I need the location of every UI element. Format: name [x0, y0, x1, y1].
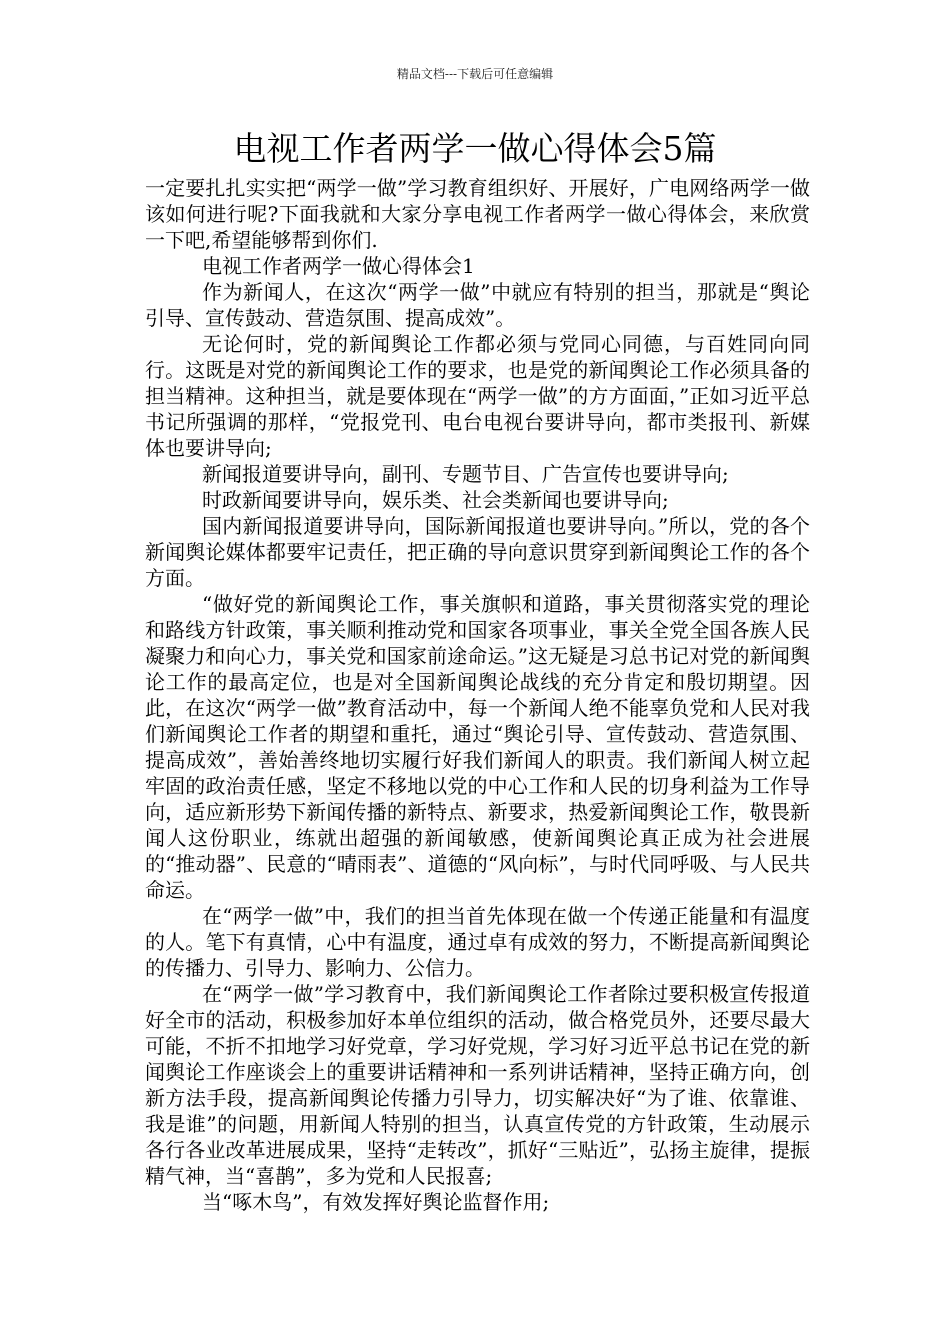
body-paragraph: 当“啄木鸟”，有效发挥好舆论监督作用;: [202, 1190, 550, 1214]
document-body: [145, 175, 810, 1215]
intro-paragraph: 一定要扎扎实实把“两学一做”学习教育组织好、开展好，广电网络两学一做该如何进行呢?下面我就和大家分享电视工作者两学一做心得体会，来欣赏一下吧,希望能够帮到你们.: [145, 176, 810, 252]
body-paragraph: 在“两学一做”中，我们的担当首先体现在做一个传递正能量和有温度的人。笔下有真情，心中有温度，通过卓有成效的努力，不断提高新闻舆论的传播力、引导力、影响力、公信力。: [145, 904, 810, 980]
body-paragraph: 国内新闻报道要讲导向，国际新闻报道也要讲导向。”所以，党的各个新闻舆论媒体都要牢记责任，把正确的导向意识贯穿到新闻舆论工作的各个方面。: [145, 514, 810, 590]
body-paragraph: 新闻报道要讲导向，副刊、专题节目、广告宣传也要讲导向;: [202, 462, 729, 486]
body-paragraph: 时政新闻要讲导向，娱乐类、社会类新闻也要讲导向;: [202, 488, 669, 512]
body-paragraph: 在“两学一做”学习教育中，我们新闻舆论工作者除过要积极宣传报道好全市的活动，积极参加好本单位组织的活动，做合格党员外，还要尽最大可能，不折不扣地学习好党章，学习好党规，学习好习近平总书记在党的新闻舆论工作座谈会上的重要讲话精神和一系列讲话精神，坚持正确方向，创新方法手段，提高新闻舆论传播力引导力，切实解决好“为了谁、依靠谁、我是谁”的问题，用新闻人特别的担当，认真宣传党的方针政策，生动展示各行各业改革进展成果，坚持“走转改”，抓好“三贴近”，弘扬主旋律，提振精气神，当“喜鹊”，多为党和人民报喜;: [145, 982, 810, 1188]
body-paragraph: 无论何时，党的新闻舆论工作都必须与党同心同德，与百姓同向同行。这既是对党的新闻舆论工作的要求，也是党的新闻舆论工作必须具备的担当精神。这种担当，就是要体现在“两学一做”的方方面面，”正如习近平总书记所强调的那样，“党报党刊、电台电视台要讲导向，都市类报刊、新媒体也要讲导向;: [145, 332, 810, 460]
body-paragraph: 作为新闻人，在这次“两学一做”中就应有特别的担当，那就是“舆论引导、宣传鼓动、营造氛围、提高成效”。: [145, 280, 810, 330]
body-paragraph: “做好党的新闻舆论工作，事关旗帜和道路，事关贯彻落实党的理论和路线方针政策，事关顺利推动党和国家各项事业，事关全党全国各族人民凝聚力和向心力，事关党和国家前途命运。”这无疑是习总书记对党的新闻舆论工作的最高定位，也是对全国新闻舆论战线的充分肯定和殷切期望。因此，在这次“两学一做”教育活动中，每一个新闻人绝不能辜负党和人民对我们新闻舆论工作者的期望和重托，通过“舆论引导、宣传鼓动、营造氛围、提高成效”，善始善终地切实履行好我们新闻人的职责。我们新闻人树立起牢固的政治责任感，坚定不移地以党的中心工作和人民的切身利益为工作导向，适应新形势下新闻传播的新特点、新要求，热爱新闻舆论工作，敬畏新闻人这份职业，练就出超强的新闻敏感，使新闻舆论真正成为社会进展的“推动器”、民意的“晴雨表”、道德的“风向标”，与时代同呼吸、与人民共命运。: [145, 592, 810, 902]
page-header: 精品文档---下载后可任意编辑: [396, 67, 554, 81]
section-heading: 电视工作者两学一做心得体会1: [202, 254, 475, 278]
document-title: 电视工作者两学一做心得体会5篇: [233, 129, 717, 168]
